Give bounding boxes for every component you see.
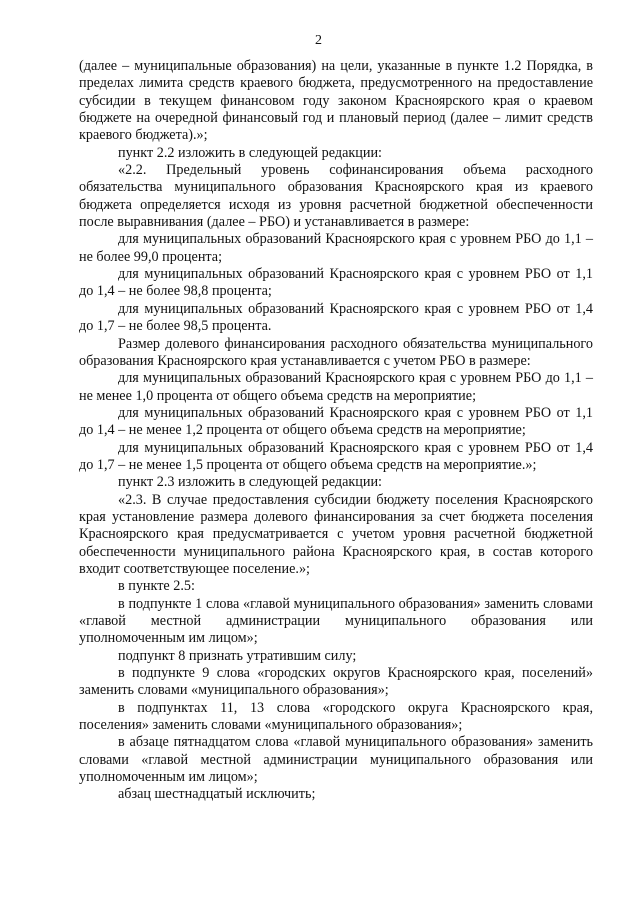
page-number: 2 xyxy=(315,33,322,48)
paragraph-rbo-share-1: для муниципальных образований Красноярского края с уровнем РБО до 1,1 – не менее 1,0 процента от общего объема средств на мероприятие; xyxy=(79,370,593,404)
paragraph-subitem-8: подпункт 8 признать утратившим силу; xyxy=(118,647,357,664)
paragraph-rbo-share-2: для муниципальных образований Красноярского края с уровнем РБО от 1,1 до 1,4 – не менее 1,2 процента от общего объема средств на мероприятие; xyxy=(79,404,593,439)
paragraph-rbo-limit-1: для муниципальных образований Красноярского края с уровнем РБО до 1,1 – не более 99,0 процента; xyxy=(79,231,593,265)
paragraph-2-3-text: «2.3. В случае предоставления субсидии бюджету поселения Красноярского края установление размера долевого финансирования за счет бюджета поселения Красноярского края предусматривается с учетом уровня расчетной бюджетной обеспеченности муниципального района Красноярского края, в состав которого входит соответствующее поселение.»; xyxy=(79,491,593,577)
paragraph-subitem-9: в подпункте 9 слова «городских округов Красноярского края, поселений» заменить словами «муниципального образования»; xyxy=(79,665,593,699)
paragraph-amend-2-3: пункт 2.3 изложить в следующей редакции: xyxy=(118,474,382,491)
paragraph-amend-2-2: пункт 2.2 изложить в следующей редакции: xyxy=(118,144,382,161)
document-body xyxy=(79,58,593,804)
paragraph-subitem-1: в подпункте 1 слова «главой муниципального образования» заменить словами «главой местной администрации муниципального образования или уполномоченным им лицом»; xyxy=(79,595,593,647)
paragraph-abzac-16: абзац шестнадцатый исключить; xyxy=(118,786,316,803)
paragraph-amend-2-5: в пункте 2.5: xyxy=(118,578,195,595)
paragraph-rbo-limit-3: для муниципальных образований Красноярского края с уровнем РБО от 1,4 до 1,7 – не более 98,5 процента. xyxy=(79,300,593,335)
paragraph-continuation: (далее – муниципальные образования) на цели, указанные в пункте 1.2 Порядка, в пределах лимита средств краевого бюджета, предусмотренного на предоставление субсидии в текущем финансовом году законом Красноярского края о краевом бюджете на очередной финансовый год и плановый период (далее – лимит средств краевого бюджета).»; xyxy=(79,58,593,144)
paragraph-2-2-text: «2.2. Предельный уровень софинансирования объема расходного обязательства муниципального образования Красноярского края из краевого бюджета определяется исходя из уровня расчетной бюджетной обеспеченности после выравнивания (далее – РБО) и устанавливается в размере: xyxy=(79,162,593,231)
paragraph-rbo-share-3: для муниципальных образований Красноярского края с уровнем РБО от 1,4 до 1,7 – не менее 1,5 процента от общего объема средств на мероприятие.»; xyxy=(79,439,593,473)
paragraph-rbo-limit-2: для муниципальных образований Красноярского края с уровнем РБО от 1,1 до 1,4 – не более 98,8 процента; xyxy=(79,266,593,300)
paragraph-subitems-11-13: в подпунктах 11, 13 слова «городского округа Красноярского края, поселения» заменить словами «муниципального образования»; xyxy=(79,699,593,734)
paragraph-share-intro: Размер долевого финансирования расходного обязательства муниципального образования Красноярского края устанавливается с учетом РБО в размере: xyxy=(79,335,593,369)
paragraph-abzac-15: в абзаце пятнадцатом слова «главой муниципального образования» заменить словами «главой местной администрации муниципального образования или уполномоченным им лицом»; xyxy=(79,734,593,786)
